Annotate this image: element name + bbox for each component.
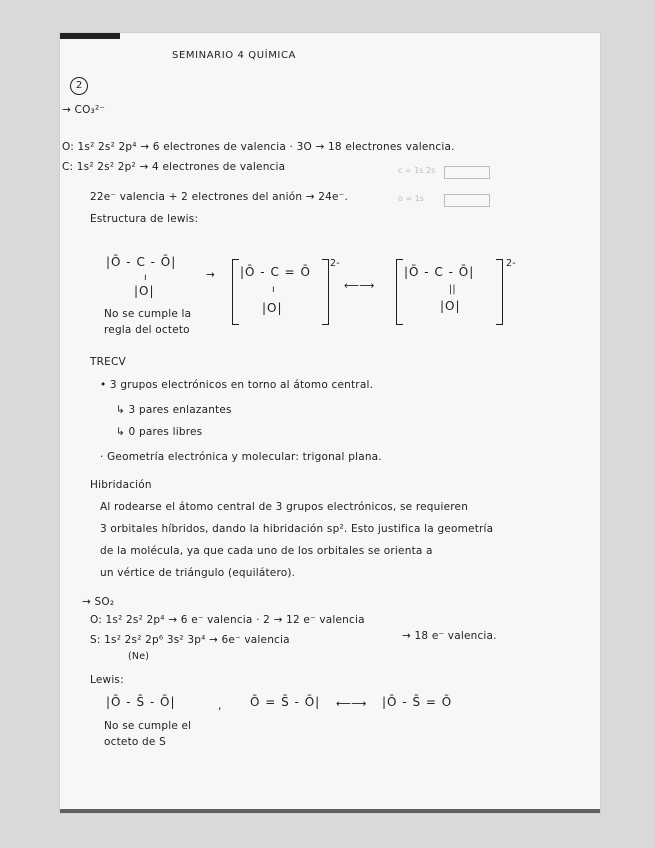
so2-sulfur-core: (Ne) (128, 651, 150, 662)
co3-lewis-1-bottom: |O| (134, 284, 155, 298)
notebook-page (60, 33, 600, 813)
charge-1: 2- (330, 258, 340, 269)
trepv-sub-2: ↳ 0 pares libres (116, 426, 203, 438)
so2-oxygen-config: O: 1s² 2s² 2p⁴ → 6 e⁻ valencia · 2 → 12 e⁻ valencia (90, 614, 365, 626)
so2-lewis-1: |Ō - S̄ - Ō| (106, 695, 176, 709)
so2-lewis-3: |Ō - S̄ = Ō (382, 695, 453, 709)
so2-resonance-arrow: ⟵⟶ (336, 698, 367, 710)
resonance-arrow-right: → (206, 269, 215, 281)
page-edge-shadow (60, 33, 120, 39)
trepv-bullet-1: • 3 grupos electrónicos en torno al átomo central. (100, 379, 374, 391)
co3-lewis-heading: Estructura de lewis: (90, 213, 199, 225)
so2-lewis-2: Ō = S̄ - Ō| (250, 695, 321, 709)
hybrid-line-3: de la molécula, ya que cada uno de los orbitales se orienta a (100, 545, 433, 557)
page-bottom-edge (60, 809, 600, 813)
so2-separator: , (218, 700, 222, 712)
octet-note-line-2: regla del octeto (104, 324, 190, 336)
so2-lewis-heading: Lewis: (90, 674, 124, 686)
hybrid-line-2: 3 orbitales híbridos, dando la hibridación sp². Esto justifica la geometría (100, 523, 494, 535)
co3-oxygen-config: O: 1s² 2s² 2p⁴ → 6 electrones de valencia · 3O → 18 electrones valencia. (62, 141, 455, 153)
co3-lewis-1-top: |Ō - C - Ō| (106, 255, 177, 269)
co3-carbon-config: C: 1s² 2s² 2p² → 4 electrones de valencia (62, 161, 286, 173)
co3-heading: → CO₃²⁻ (62, 104, 106, 116)
bracket-left-2 (396, 259, 403, 325)
trepv-heading: TRECV (90, 356, 126, 368)
co3-total-electrons: 22e⁻ valencia + 2 electrones del anión → 24e⁻. (90, 191, 348, 203)
so2-sulfur-config: S: 1s² 2s² 2p⁶ 3s² 3p⁴ → 6e⁻ valencia (90, 634, 290, 646)
bracket-right-2 (496, 259, 503, 325)
charge-2: 2- (506, 258, 516, 269)
hybrid-line-1: Al rodearse el átomo central de 3 grupos electrónicos, se requieren (100, 501, 469, 513)
faint-orbital-box-2 (444, 194, 490, 207)
trepv-bullet-2: · Geometría electrónica y molecular: trigonal plana. (100, 451, 382, 463)
so2-octet-note-1: No se cumple el (104, 720, 192, 732)
so2-heading: → SO₂ (82, 596, 115, 608)
hybrid-heading: Hibridación (90, 479, 152, 491)
hybrid-line-4: un vértice de triángulo (equilátero). (100, 567, 296, 579)
faint-scribble: c = 1s 2s (398, 166, 436, 175)
co3-lewis-3-top: |Ō - C - Ō| (404, 265, 475, 279)
co3-lewis-2-bottom: |O| (262, 301, 283, 315)
co3-lewis-3-bottom: |O| (440, 299, 461, 313)
so2-octet-note-2: octeto de S (104, 736, 166, 748)
resonance-arrow-both: ⟵⟶ (344, 280, 375, 292)
trepv-sub-1: ↳ 3 pares enlazantes (116, 404, 232, 416)
co3-lewis-2-top: |Ō - C = Ō (240, 265, 311, 279)
faint-orbital-box (444, 166, 490, 179)
bracket-left-1 (232, 259, 239, 325)
exercise-number: 2 (70, 77, 88, 95)
page-title: SEMINARIO 4 QUÍMICA (172, 50, 296, 61)
co3-lewis-1-bond: ı (144, 272, 147, 283)
faint-scribble-2: o = 1s (398, 194, 424, 203)
octet-note-line-1: No se cumple la (104, 308, 192, 320)
co3-lewis-3-bond: || (449, 284, 456, 295)
bracket-right-1 (322, 259, 329, 325)
co3-lewis-2-bond: ı (272, 284, 275, 295)
so2-total-electrons: → 18 e⁻ valencia. (402, 630, 497, 642)
